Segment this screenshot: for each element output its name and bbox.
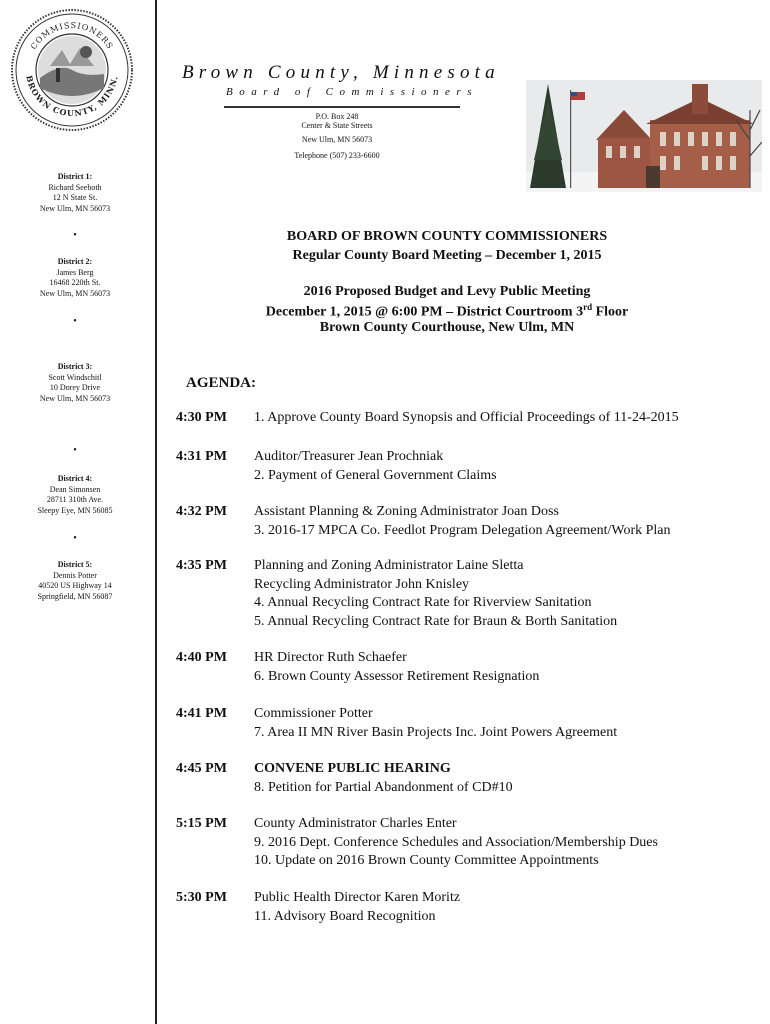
commissioner-city: Sleepy Eye, MN 56085 bbox=[37, 505, 113, 515]
ordinal-suffix: rd bbox=[583, 302, 593, 312]
agenda-presenter: Commissioner Potter bbox=[254, 706, 373, 721]
agenda-time: 4:31 PM bbox=[176, 449, 227, 464]
agenda-item: 11. Advisory Board Recognition bbox=[254, 908, 436, 924]
agenda-item: 10. Update on 2016 Brown County Committee Appointments bbox=[254, 853, 599, 868]
commissioner-name: James Berg bbox=[56, 267, 94, 277]
agenda-item: 6. Brown County Assessor Retirement Resignation bbox=[254, 668, 540, 684]
agenda-presenter: CONVENE PUBLIC HEARING bbox=[254, 761, 451, 776]
phone-line: Telephone (507) 233-6600 bbox=[294, 151, 380, 160]
commissioner-street: 40520 US Highway 14 bbox=[38, 581, 112, 590]
agenda-time: 4:30 PM bbox=[176, 410, 227, 425]
agenda-item: 5. Annual Recycling Contract Rate for Braun & Borth Sanitation bbox=[254, 613, 618, 629]
address-line: Center & State Streets bbox=[301, 121, 373, 130]
agenda-time: 4:45 PM bbox=[176, 761, 227, 776]
district-3 bbox=[0, 362, 150, 404]
district-label: District 3: bbox=[57, 362, 93, 371]
address-line: P.O. Box 248 bbox=[315, 112, 359, 121]
floor-text: Floor bbox=[592, 304, 629, 320]
address-line: New Ulm, MN 56073 bbox=[301, 135, 373, 144]
meeting-location: Brown County Courthouse, New Ulm, MN bbox=[319, 320, 575, 335]
letterhead-rule bbox=[224, 106, 460, 108]
letterhead-subtitle: Board of Commissioners bbox=[226, 86, 478, 98]
budget-meeting-datetime bbox=[157, 302, 737, 321]
agenda-time: 4:41 PM bbox=[176, 706, 227, 721]
commissioner-street: 28711 310th Ave. bbox=[46, 495, 104, 504]
commissioner-name: Dennis Potter bbox=[53, 570, 97, 580]
commissioner-name: Richard Seeboth bbox=[48, 182, 102, 192]
district-5 bbox=[0, 560, 150, 602]
agenda-time: 5:30 PM bbox=[176, 890, 227, 905]
district-1 bbox=[0, 172, 150, 214]
meeting-subtitle: Regular County Board Meeting – December 1, 2015 bbox=[292, 248, 602, 263]
agenda-time: 4:32 PM bbox=[176, 504, 227, 519]
agenda-item: 8. Petition for Partial Abandonment of CD#10 bbox=[254, 779, 513, 795]
agenda-presenter: County Administrator Charles Enter bbox=[254, 816, 457, 831]
commissioner-city: New Ulm, MN 56073 bbox=[39, 203, 111, 213]
agenda-presenter: Planning and Zoning Administrator Laine Sletta bbox=[254, 558, 524, 573]
bullet: • bbox=[73, 230, 77, 241]
agenda-item: 2. Payment of General Government Claims bbox=[254, 467, 497, 483]
bullet: • bbox=[73, 533, 77, 544]
commissioner-city: New Ulm, MN 56073 bbox=[39, 393, 111, 403]
district-2 bbox=[0, 257, 150, 299]
agenda-time: 4:40 PM bbox=[176, 650, 227, 665]
seal-bottom-text: BROWN COUNTY, MINN. bbox=[24, 74, 120, 119]
district-label: District 1: bbox=[57, 172, 93, 181]
courthouse-photo bbox=[526, 80, 762, 192]
district-label: District 5: bbox=[57, 560, 93, 569]
agenda-item: 3. 2016-17 MPCA Co. Feedlot Program Delegation Agreement/Work Plan bbox=[254, 522, 671, 538]
seal-top-text: COMMISSIONERS bbox=[29, 20, 115, 52]
bullet: • bbox=[73, 316, 77, 327]
agenda-time: 5:15 PM bbox=[176, 816, 227, 831]
commissioner-street: 10 Dorey Drive bbox=[49, 383, 101, 392]
agenda-presenter: Assistant Planning & Zoning Administrator Joan Doss bbox=[254, 504, 559, 519]
agenda-presenter: HR Director Ruth Schaefer bbox=[254, 650, 407, 665]
document-title: BOARD OF BROWN COUNTY COMMISSIONERS bbox=[286, 229, 608, 244]
commissioner-name: Dean Simonsen bbox=[49, 484, 101, 494]
agenda-time: 4:35 PM bbox=[176, 558, 227, 573]
district-label: District 4: bbox=[57, 474, 93, 483]
agenda-item: 9. 2016 Dept. Conference Schedules and Association/Membership Dues bbox=[254, 834, 658, 850]
datetime-text: December 1, 2015 @ 6:00 PM – District Courtroom 3 bbox=[265, 304, 584, 320]
commissioner-street: 12 N State St. bbox=[52, 193, 98, 202]
letterhead-title: Brown County, Minnesota bbox=[182, 62, 500, 83]
agenda-item: 4. Annual Recycling Contract Rate for Riverview Sanitation bbox=[254, 595, 592, 610]
county-seal bbox=[10, 8, 134, 132]
commissioner-city: Springfield, MN 56087 bbox=[37, 591, 113, 601]
sidebar-divider bbox=[155, 0, 157, 1024]
budget-meeting-title: 2016 Proposed Budget and Levy Public Meeting bbox=[303, 284, 591, 299]
agenda-item: 7. Area II MN River Basin Projects Inc. Joint Powers Agreement bbox=[254, 724, 618, 740]
bullet: • bbox=[73, 445, 77, 456]
commissioner-name: Scott Windschitl bbox=[48, 372, 102, 382]
agenda-presenter: Auditor/Treasurer Jean Prochniak bbox=[254, 449, 444, 464]
agenda-presenter: Recycling Administrator John Knisley bbox=[254, 576, 470, 592]
agenda-presenter: Public Health Director Karen Moritz bbox=[254, 890, 461, 905]
agenda-item: 1. Approve County Board Synopsis and Official Proceedings of 11-24-2015 bbox=[254, 410, 679, 425]
agenda-label: AGENDA: bbox=[186, 375, 256, 391]
district-label: District 2: bbox=[57, 257, 93, 266]
commissioner-street: 16468 220th St. bbox=[49, 278, 101, 287]
commissioner-city: New Ulm, MN 56073 bbox=[39, 288, 111, 298]
district-4 bbox=[0, 474, 150, 516]
